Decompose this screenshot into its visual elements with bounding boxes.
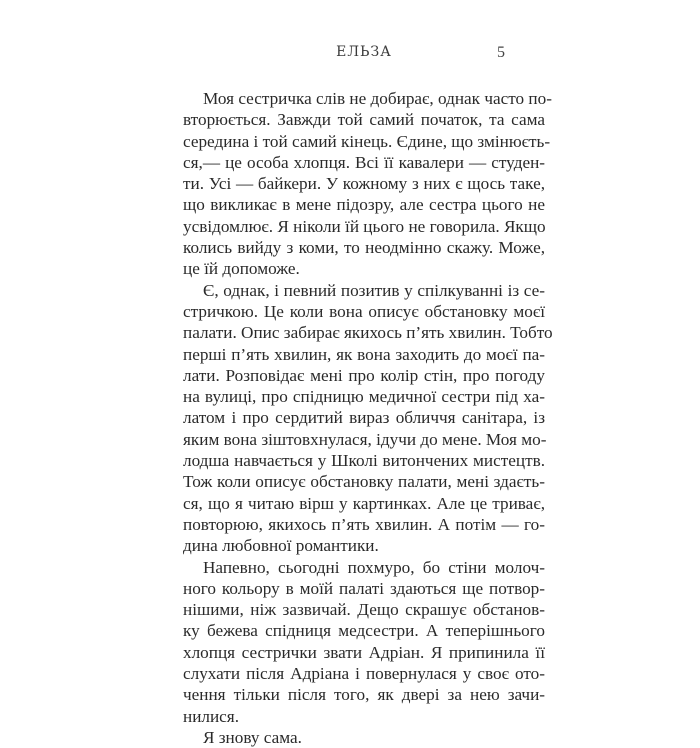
text-line: Є, однак, і певний позитив у спілкуванні із се- [203, 280, 545, 300]
text-line: лодша навчається у Школі витончених мистецтв. [183, 451, 545, 471]
text-line: стричкою. Це коли вона описує обстановку моєї [183, 301, 545, 321]
text-line: ся, що я читаю вірш у картинках. Але це триває, [183, 493, 545, 513]
text-line: повторюю, якихось п’ять хвилин. А потім — го- [183, 514, 545, 534]
chapter-title: ЕЛЬЗА [336, 44, 392, 60]
text-line: хлопця сестрички звати Адріан. Я припинила її [183, 642, 545, 662]
text-line: це їй допоможе. [183, 259, 300, 279]
running-head [183, 44, 545, 64]
text-line: вторюється. Завжди той самий початок, та сама [183, 110, 545, 130]
text-line: дина любовної романтики. [183, 536, 379, 556]
text-line: ти. Усі — байкери. У кожному з них є щось таке, [183, 174, 545, 194]
text-line: ку бежева спідниця медсестри. А теперішнього [183, 621, 545, 641]
text-line: нішими, ніж зазвичай. Дещо скрашує обстанов- [183, 600, 545, 620]
page-number: 5 [497, 44, 505, 61]
text-line: яким вона зіштовхнулася, ідучи до мене. Моя мо- [183, 429, 547, 449]
text-line: палати. Опис забирає якихось п’ять хвилин. Тобто [183, 323, 553, 343]
text-line: усвідомлює. Я ніколи їй цього не говорила. Якщо [183, 216, 546, 236]
text-line: нилися. [183, 706, 240, 726]
text-line: перші п’ять хвилин, як вона заходить до моєї па- [183, 344, 545, 364]
text-line: чення тільки після того, як двері за нею зачи- [183, 685, 545, 705]
text-line: ного кольору в моїй палаті здаються ще потвор- [183, 578, 545, 598]
paragraph [183, 280, 553, 557]
text-line: Напевно, сьогодні похмуро, бо стіни молоч- [203, 557, 545, 577]
text-line: слухати після Адріана і повернулася у своє ото- [183, 664, 545, 684]
text-line: ся,— це особа хлопця. Всі її кавалери — студен- [183, 152, 545, 172]
text-line: середина і той самий кінець. Єдине, що змінюєть- [183, 131, 551, 151]
text-line: на вулиці, про спідницю медичної сестри під ха- [183, 387, 545, 407]
text-line: Я знову сама. [203, 727, 302, 747]
paragraph [183, 557, 545, 727]
paragraph [183, 727, 545, 748]
paragraph [183, 88, 552, 280]
text-line: Моя сестричка слів не добирає, однак часто по- [203, 89, 552, 108]
text-line: колись вийду з коми, то неодмінно скажу. Може, [183, 238, 545, 258]
text-line: лати. Розповідає мені про колір стін, про погоду [183, 365, 545, 385]
text-line: Тож коли описує обстановку палати, мені здаєть- [183, 472, 545, 492]
text-line: латом і про сердитий вираз обличчя санітара, із [183, 408, 545, 428]
text-line: що викликає в мене підозру, але сестра цього не [183, 195, 545, 215]
body-text [183, 88, 553, 748]
